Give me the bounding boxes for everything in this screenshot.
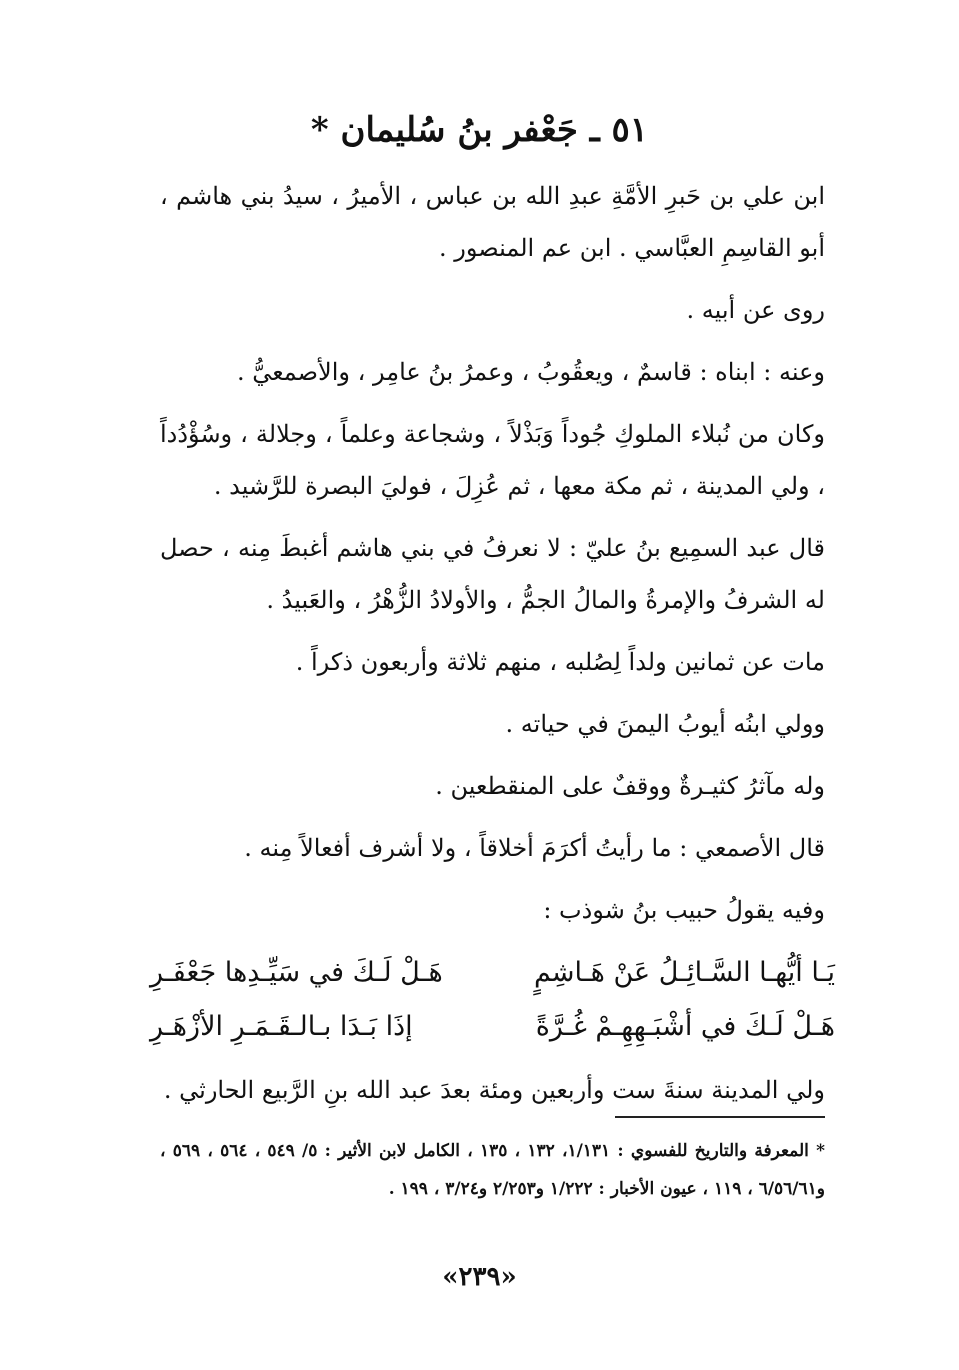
paragraph-son-ayyub: وولي ابنُه أيوبُ اليمنَ في حياته .: [505, 710, 825, 738]
paragraph-lineage: ابن علي بن حَبرِ الأمَّةِ عبدِ الله بن عباس ، الأميرُ ، سيدُ بني هاشم ، أبو القاسِمِ العبَّاسي . ابن عم المنصور .: [160, 182, 825, 262]
poem: [150, 946, 835, 1054]
paragraph-poem-intro: وفيه يقولُ حبيب بنُ شوذب :: [543, 896, 825, 924]
paragraph-quote-abd-al-sami: قال عبد السمِيع بنُ عليّ : لا نعرفُ في بني هاشم أغبطَ مِنه ، حصل له الشرفُ والإمرةُ والمالُ الجمُّ ، والأولادُ الزُّهْرُ ، والعَبيدُ .: [160, 534, 825, 614]
entry-title: ٥١ ـ جَعْفر بنُ سُليمان *: [310, 110, 649, 150]
paragraph-quote-asmai: قال الأصمعي : ما رأيتُ أكرَمَ أخلاقاً ، ولا أشرف أفعالاً مِنه .: [244, 834, 825, 862]
paragraph-narrated-from: روى عن أبيه .: [686, 296, 825, 324]
footnote: * المعرفة والتاريخ للفسوي : ١/١٣١، ١٣٢ ، ١٣٥ ، الكامل لابن الأثير : ٥/ ٥٤٩ ، ٥٦٤ ، ٥٦٩ ، و٦/٥٦/٦١ ، ١١٩ ، عيون الأخبار : ١/٢٢٢ و٢/٢٥٣ و٣/٢٤ ، ١٩٩ .: [160, 1141, 825, 1199]
paragraph-description: وكان من نُبلاء الملوكِ جُوداً وَبَذْلاً ، وشجاعة وعلماً ، وجلالة ، وسُؤْدُداً ، ولي المدينة ، ثم مكة معها ، ثم عُزِلَ ، فوليَ البصرة للرَّشيد .: [160, 420, 825, 500]
paragraph-death: مات عن ثمانين ولداً لِصُلبه ، منهم ثلاثة وأربعون ذكراً .: [295, 648, 825, 676]
paragraph-closing: ولي المدينة سنةَ ست وأربعين ومئة بعدَ عبد الله بنِ الرَّبيع الحارثي .: [163, 1076, 825, 1104]
poem-hemistich-first: يَـا أيُّهـا السَّـائِـلُ عَنْ هَـاشِمٍ: [533, 957, 835, 988]
paragraph-endowments: وله مآثرُ كثيـرةٌ ووقفٌ على المنقطعين .: [435, 772, 825, 800]
footnote-divider: [615, 1116, 825, 1118]
entry-body: [150, 170, 835, 1126]
poem-hemistich-second: هَـلْ لَـكَ في سَيِّـدِها جَعْفَـرِ: [150, 957, 443, 988]
poem-verse: [150, 1000, 835, 1054]
paragraph-narrators: وعنه : ابناه : قاسمٌ ، ويعقُوبُ ، وعمرُ بنُ عامِر ، والأصمعيُّ .: [236, 358, 825, 386]
poem-hemistich-second: إذَا بَـدَا بـالـقَـمَـرِ الأزْهَـرِ: [150, 1011, 413, 1042]
poem-verse: [150, 946, 835, 1000]
poem-hemistich-first: هَـلْ لَـكَ في أشْبَـهِهِـمْ غُـرَّةً: [535, 1011, 835, 1042]
page-number: «٢٣٩»: [442, 1262, 517, 1292]
